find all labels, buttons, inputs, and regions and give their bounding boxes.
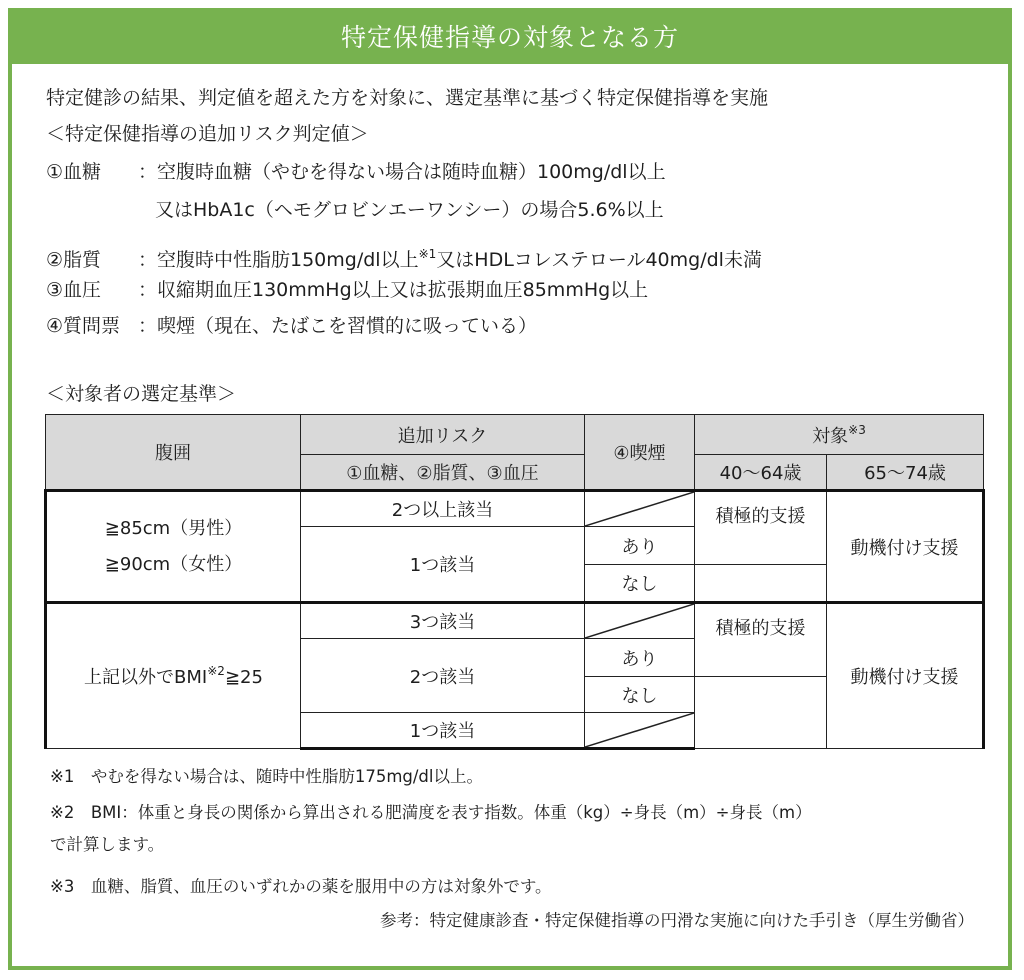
risk-text: ：空腹時中性脂肪150mg/dl以上 (138, 249, 419, 271)
bmi-label: 上記以外でBMI (84, 667, 208, 688)
not-applicable-cell (585, 603, 695, 639)
risk-item-questionnaire (46, 314, 537, 338)
footnote-ref: ※3 (848, 422, 866, 437)
waist-female: ≧90cm（女性） (104, 553, 243, 575)
info-panel (8, 8, 1012, 970)
risk-text: ：喫煙（現在、たばこを習慣的に吸っている） (138, 315, 538, 337)
active-support-cell: 積極的支援 (695, 491, 827, 565)
risk-count-cell: 3つ該当 (301, 603, 585, 639)
footnote-ref: ※1 (418, 247, 437, 261)
empty-cell (695, 677, 827, 749)
smoking-no-cell: なし (585, 565, 695, 603)
motivational-support-cell: 動機付け支援 (827, 491, 984, 603)
smoking-no-cell: なし (585, 677, 695, 713)
smoking-yes-cell: あり (585, 639, 695, 677)
selection-heading: ＜対象者の選定基準＞ (46, 383, 237, 405)
risk-count-cell: 2つ該当 (301, 639, 585, 713)
intro-text: 特定健診の結果、判定値を超えた方を対象に、選定基準に基づく特定保健指導を実施 (46, 87, 769, 109)
footnote-3: ※3 血糖、脂質、血圧のいずれかの薬を服用中の方は対象外です。 (50, 877, 552, 896)
header-waist: 腹囲 (46, 415, 301, 491)
diagonal-slash (585, 492, 694, 526)
risk-count-cell: 1つ該当 (301, 713, 585, 749)
risk-count-cell: 2つ以上該当 (301, 491, 585, 527)
bmi-criteria-cell (46, 603, 301, 749)
header-smoking: ④喫煙 (585, 415, 695, 491)
header-target-label: 対象 (812, 425, 849, 447)
risk-count-cell: 1つ該当 (301, 527, 585, 603)
risk-label: ②脂質 (46, 249, 102, 271)
footnote-2: ※2 BMI：体重と身長の関係から算出される肥満度を表す指数。体重（kg）÷身長（m）÷身長（m） (50, 803, 812, 822)
smoking-yes-cell: あり (585, 527, 695, 565)
risk-item-lipid (46, 242, 762, 272)
active-support-cell: 積極的支援 (695, 603, 827, 677)
risk-label: ④質問票 (46, 315, 121, 337)
risk-heading: ＜特定保健指導の追加リスク判定値＞ (46, 123, 369, 145)
diagonal-slash (585, 713, 694, 747)
footnote-2-continued: で計算します。 (50, 835, 165, 854)
risk-label: ③血圧 (46, 279, 102, 301)
waist-male: ≧85cm（男性） (104, 517, 243, 539)
selection-criteria-table (44, 414, 985, 750)
risk-text-continued: 又はHbA1c（ヘモグロビンエーワンシー）の場合5.6%以上 (155, 199, 664, 221)
reference-source: 参考：特定健康診査・特定保健指導の円滑な実施に向けた手引き（厚生労働省） (380, 911, 974, 930)
waist-criteria-cell (46, 491, 301, 603)
header-risk-items: ①血糖、②脂質、③血圧 (301, 455, 585, 491)
motivational-support-cell: 動機付け支援 (827, 603, 984, 749)
header-additional-risk: 追加リスク (301, 415, 585, 455)
header-age-40-64: 40〜64歳 (695, 455, 827, 491)
header-target (695, 415, 984, 455)
header-age-65-74: 65〜74歳 (827, 455, 984, 491)
risk-label: ①血糖 (46, 161, 102, 183)
footnote-1: ※1 やむを得ない場合は、随時中性脂肪175mg/dl以上。 (50, 767, 483, 786)
not-applicable-cell (585, 491, 695, 527)
risk-text: ：空腹時血糖（やむを得ない場合は随時血糖）100mg/dl以上 (138, 161, 666, 183)
risk-item-blood-pressure (46, 278, 648, 302)
empty-cell (695, 565, 827, 603)
not-applicable-cell (585, 713, 695, 749)
panel-title: 特定保健指導の対象となる方 (12, 12, 1008, 64)
risk-item-glucose (46, 160, 666, 184)
footnote-ref: ※2 (207, 664, 225, 678)
diagonal-slash (585, 604, 694, 638)
risk-text-tail: 又はHDLコレステロール40mg/dl未満 (436, 249, 762, 271)
bmi-threshold: ≧25 (224, 667, 263, 688)
risk-text: ：収縮期血圧130mmHg以上又は拡張期血圧85mmHg以上 (138, 279, 649, 301)
